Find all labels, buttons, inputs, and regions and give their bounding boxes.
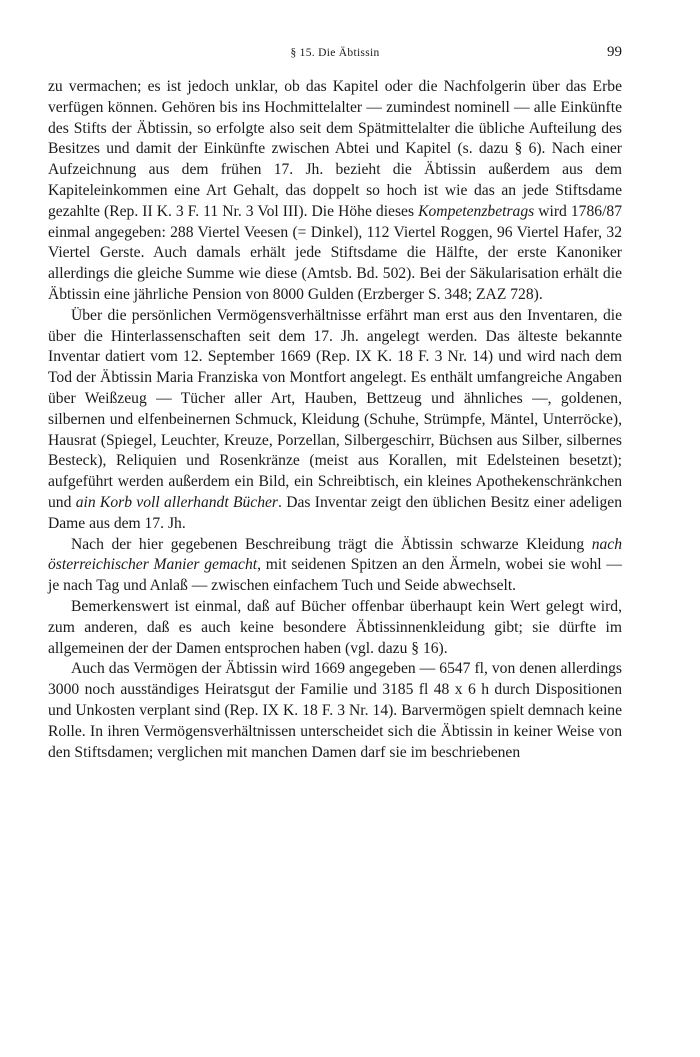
text-run: Auch das Vermögen der Äbtissin wird 1669 angegeben — 6547 fl, von denen allerdings 3000 noch ausständiges Heiratsgut der Familie und 3185 fl 48 x 6 h durch Dispositionen und Unkosten verplant sind (Rep. IX K. 18 F. 3 Nr. 14). Barvermögen spielt demnach keine Rolle. In ihren Vermögensverhältnissen unterscheidet sich die Äbtissin in keiner Weise von den Stiftsdamen; verglichen mit manchen Damen darf sie im beschriebenen xyxy=(48,660,622,761)
text-run: . Das Inventar zeigt den üblichen Besitz einer adeligen Dame aus dem 17. Jh. xyxy=(48,493,623,532)
paragraph xyxy=(48,597,622,659)
italic-quote: ain Korb voll allerhandt Bücher xyxy=(75,493,279,511)
paragraph xyxy=(48,306,622,535)
text-run: wird 1786/87 einmal angegeben: 288 Viertel Veesen (= Dinkel), 112 Viertel Roggen, 96 Viertel Hafer, 32 Viertel Gerste. Auch damals erhält jede Stiftsdame die Hälfte, der erste Kanoniker allerdings die gleiche Summe wie diese (Amtsb. Bd. 502). Bei der Säkularisation erhält die Äbtissin eine jährliche Pension von 8000 Gulden (Erzberger S. 348; ZAZ 728). xyxy=(48,202,622,303)
page-number: 99 xyxy=(607,44,622,60)
body-text xyxy=(48,77,622,763)
paragraph xyxy=(48,535,622,597)
italic-quote: nach österreichischer Manier gemacht xyxy=(48,535,622,574)
paragraph xyxy=(48,659,622,763)
italic-quote: Kompetenzbetrags xyxy=(418,202,535,220)
text-run: Nach der hier gegebenen Beschreibung trägt die Äbtissin schwarze Kleidung xyxy=(71,535,592,553)
text-run: zu vermachen; es ist jedoch unklar, ob das Kapitel oder die Nachfolgerin über das Erbe verfügen können. Gehören bis ins Hochmittelalter — zumindest nominell — alle Einkünfte des Stifts der Äbtissin, so erfolgte also seit dem Spätmittelalter die übliche Aufteilung des Besitzes und damit der Einkünfte zwischen Abtei und Kapitel (s. dazu § 6). Nach einer Aufzeichnung aus dem frühen 17. Jh. bezieht die Äbtissin außerdem aus dem Kapiteleinkommen eine Art Gehalt, das doppelt so hoch ist wie das an jede Stiftsdame gezahlte (Rep. II K. 3 F. 11 Nr. 3 Vol III). Die Höhe dieses xyxy=(48,78,622,220)
text-run: Über die persönlichen Vermögensverhältnisse erfährt man erst aus den Inventaren, die über die Hinterlassenschaften seit dem 17. Jh. angelegt werden. Das älteste bekannte Inventar datiert vom 12. September 1669 (Rep. IX K. 18 F. 3 Nr. 14) und wird nach dem Tod der Äbtissin Maria Franziska von Montfort angelegt. Es enthält umfangreiche Angaben über Weißzeug — Tücher aller Art, Hauben, Bettzeug und ähnliches —, goldenen, silbernen und elfenbeinernen Schmuck, Kleidung (Schuhe, Strümpfe, Mäntel, Unterröcke), Hausrat (Spiegel, Leuchter, Kreuze, Porzellan, Silbergeschirr, Büchsen aus Silber, silbernes Besteck), Reliquien und Rosenkränze (meist aus Korallen, mit Edelsteinen besetzt); aufgeführt werden außerdem ein Bild, ein Schreibtisch, ein kleines Apothekenschränkchen und xyxy=(48,306,622,511)
running-head xyxy=(48,44,622,64)
section-title: § 15. Die Äbtissin xyxy=(290,47,380,59)
text-run: , mit seidenen Spitzen an den Ärmeln, wobei sie wohl — je nach Tag und Anlaß — zwischen einfachem Tuch und Seide abwechselt. xyxy=(48,556,622,595)
paragraph xyxy=(48,77,622,306)
text-run: Bemerkenswert ist einmal, daß auf Bücher offenbar überhaupt kein Wert gelegt wird, zum anderen, daß es auch keine besondere Äbtissinnenkleidung gibt; sie dürfte im allgemeinen der der Damen entsprochen haben (vgl. dazu § 16). xyxy=(48,597,622,657)
